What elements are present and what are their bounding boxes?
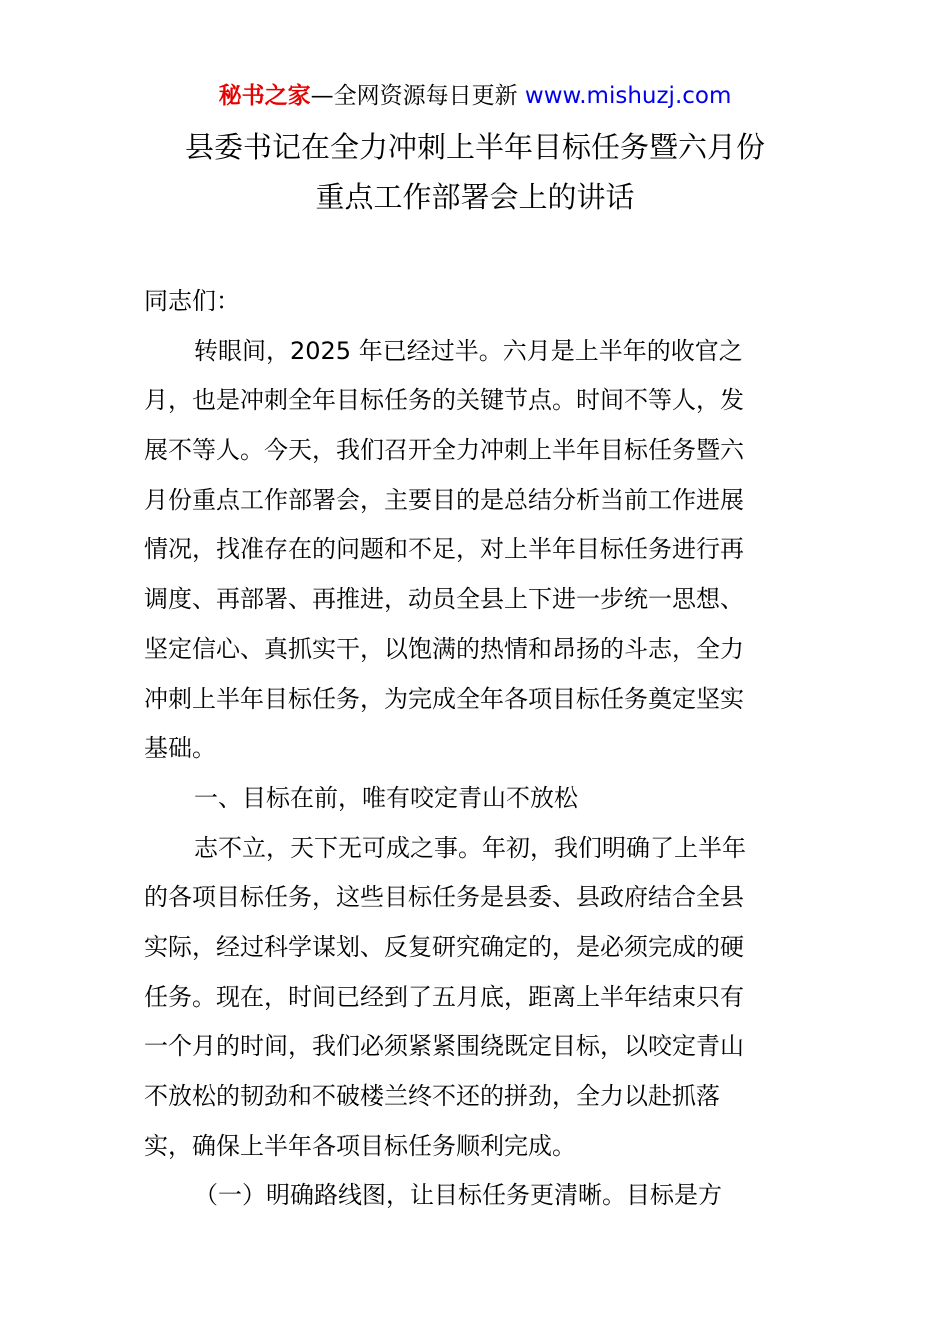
paragraph-line: 一个月的时间，我们必须紧紧围绕既定目标，以咬定青山 — [144, 1032, 744, 1061]
paragraph-line: 的各项目标任务，这些目标任务是县委、县政府结合全县 — [144, 883, 744, 912]
paragraph-line: 月份重点工作部署会，主要目的是总结分析当前工作进展 — [144, 485, 744, 514]
site-url-link[interactable]: www.mishuzj.com — [524, 83, 732, 109]
subsection-line: （一）明确路线图，让目标任务更清晰。目标是方 — [194, 1181, 722, 1210]
paragraph-line: 冲刺上半年目标任务，为完成全年各项目标任务奠定坚实 — [144, 684, 744, 713]
paragraph-line: 展不等人。今天，我们召开全力冲刺上半年目标任务暨六 — [144, 436, 744, 465]
document-title-line-2: 重点工作部署会上的讲话 — [315, 180, 635, 214]
paragraph-line: 情况，找准存在的问题和不足，对上半年目标任务进行再 — [144, 535, 744, 564]
document-title-line-1: 县委书记在全力冲刺上半年目标任务暨六月份 — [184, 130, 765, 164]
site-brand: 秘书之家 — [218, 83, 311, 109]
paragraph-line: 坚定信心、真抓实干，以饱满的热情和昂扬的斗志，全力 — [144, 634, 744, 663]
document-body — [144, 277, 809, 1221]
salutation: 同志们： — [144, 287, 240, 315]
paragraph-line: 基础。 — [144, 734, 216, 763]
paragraph-line: 志不立，天下无可成之事。年初，我们明确了上半年 — [194, 833, 746, 862]
paragraph-line: 实际，经过科学谋划、反复研究确定的，是必须完成的硬 — [144, 932, 744, 961]
paragraph-line: 月，也是冲刺全年目标任务的关键节点。时间不等人，发 — [144, 386, 744, 415]
site-banner — [0, 80, 950, 112]
paragraph-line: 任务。现在，时间已经到了五月底，距离上半年结束只有 — [144, 982, 744, 1011]
site-slogan: —全网资源每日更新 — [310, 83, 525, 109]
paragraph-line: 调度、再部署、再推进，动员全县上下进一步统一思想、 — [144, 585, 744, 614]
paragraph-line: 转眼间，2025 年已经过半。六月是上半年的收官之 — [194, 336, 743, 365]
section-heading: 一、目标在前，唯有咬定青山不放松 — [194, 783, 578, 812]
paragraph-line: 实，确保上半年各项目标任务顺利完成。 — [144, 1131, 576, 1160]
paragraph-line: 不放松的韧劲和不破楼兰终不还的拼劲，全力以赴抓落 — [144, 1082, 720, 1110]
